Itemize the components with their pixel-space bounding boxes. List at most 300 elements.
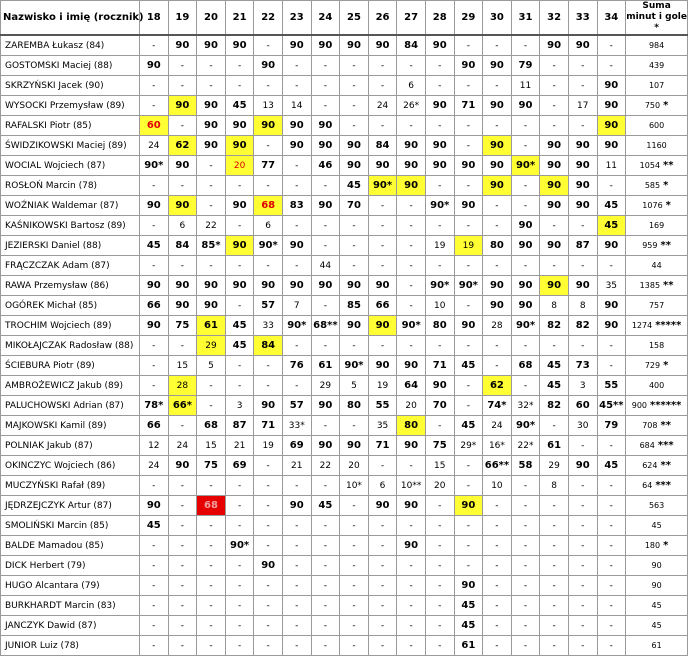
minutes-cell: 90 [282,136,311,156]
minutes-cell: 90 [511,276,540,296]
minutes-cell: - [483,516,512,536]
minutes-cell: - [511,256,540,276]
header-round: 34 [597,1,626,36]
minutes-cell: 16* [483,436,512,456]
minutes-cell: 55 [368,396,397,416]
header-round: 21 [225,1,254,36]
sum-cell [626,196,688,216]
minutes-cell: - [540,76,569,96]
sum-cell [626,116,688,136]
minutes-cell: - [368,536,397,556]
minutes-cell: 78* [140,396,169,416]
minutes-cell: 45 [225,336,254,356]
minutes-cell: - [511,536,540,556]
minutes-cell: - [140,356,169,376]
minutes-cell: - [597,35,626,56]
header-round: 22 [254,1,283,36]
minutes-cell: - [140,556,169,576]
minutes-cell: - [168,636,197,656]
minutes-cell: 71 [454,96,483,116]
table-row [1,96,688,116]
minutes-cell: - [425,536,454,556]
sum-minutes: 563 [648,501,665,510]
minutes-cell: 90* [425,276,454,296]
minutes-cell: - [168,56,197,76]
minutes-cell: - [311,576,340,596]
minutes-cell: 90 [140,496,169,516]
minutes-cell: 35 [597,276,626,296]
minutes-cell: 68 [197,496,226,516]
minutes-cell: - [254,136,283,156]
minutes-cell: - [225,356,254,376]
minutes-cell: 90 [397,136,426,156]
minutes-cell: 90 [368,35,397,56]
minutes-cell: - [282,516,311,536]
minutes-cell: 90 [254,56,283,76]
sum-cell [626,236,688,256]
minutes-cell: 29 [197,336,226,356]
minutes-cell: - [225,556,254,576]
minutes-cell: 90 [197,35,226,56]
minutes-cell: 45 [140,516,169,536]
minutes-cell: - [568,216,597,236]
goal-stars: * [663,540,669,551]
minutes-cell: - [168,336,197,356]
minutes-cell: 90 [597,236,626,256]
header-round: 31 [511,1,540,36]
minutes-cell: - [511,616,540,636]
minutes-cell: - [425,256,454,276]
sum-minutes: 684 [639,441,655,450]
minutes-cell: - [454,216,483,236]
sum-minutes: 1054 [639,161,661,170]
minutes-cell: 90 [454,316,483,336]
sum-cell [626,96,688,116]
player-name: OKINCZYC Wojciech (86) [1,456,140,476]
minutes-cell: 69 [282,436,311,456]
minutes-cell: - [168,76,197,96]
minutes-cell: - [197,256,226,276]
minutes-cell: 90 [540,276,569,296]
minutes-cell: - [311,216,340,236]
minutes-cell: - [568,336,597,356]
sum-cell [626,496,688,516]
minutes-cell: - [568,636,597,656]
goal-stars: * [663,100,669,111]
minutes-cell: - [483,336,512,356]
minutes-cell: 90 [597,136,626,156]
sum-cell [626,276,688,296]
sum-cell [626,336,688,356]
minutes-cell: 22 [311,456,340,476]
minutes-cell: 80 [397,416,426,436]
minutes-cell: 90 [483,136,512,156]
minutes-cell: 90 [568,156,597,176]
minutes-cell: - [540,116,569,136]
minutes-cell: 24 [140,456,169,476]
minutes-cell: - [197,516,226,536]
minutes-cell: - [197,76,226,96]
minutes-cell: 90 [483,96,512,116]
minutes-cell: 60 [140,116,169,136]
minutes-cell: 76 [282,356,311,376]
sum-minutes: 750 [644,101,661,110]
player-name: RAWA Przemysław (86) [1,276,140,296]
minutes-cell: 7 [282,296,311,316]
table-row [1,35,688,56]
sum-minutes: 64 [642,481,653,490]
minutes-cell: - [540,636,569,656]
minutes-cell: 90 [540,136,569,156]
minutes-cell: - [197,176,226,196]
sum-minutes: 708 [642,421,658,430]
minutes-cell: 87 [568,236,597,256]
minutes-cell: - [483,496,512,516]
minutes-cell: - [397,516,426,536]
minutes-cell: - [454,116,483,136]
player-name: HUGO Alcantara (79) [1,576,140,596]
minutes-cell: 60 [568,396,597,416]
minutes-cell: - [168,616,197,636]
minutes-cell: - [311,96,340,116]
minutes-cell: 90 [168,156,197,176]
minutes-cell: - [282,256,311,276]
table-row [1,376,688,396]
minutes-cell: - [225,636,254,656]
minutes-cell: - [311,636,340,656]
minutes-cell: 90 [168,296,197,316]
player-name: JUNIOR Luiz (78) [1,636,140,656]
player-name: GOSTOMSKI Maciej (88) [1,56,140,76]
minutes-cell: 79 [511,56,540,76]
minutes-cell: - [254,176,283,196]
minutes-cell: 29 [540,456,569,476]
minutes-cell: - [140,596,169,616]
sum-minutes: 439 [648,61,665,70]
minutes-cell: 90 [225,35,254,56]
minutes-cell: - [197,376,226,396]
minutes-cell: - [311,596,340,616]
header-row [1,1,688,36]
player-name: TROCHIM Wojciech (89) [1,316,140,336]
minutes-cell: - [140,76,169,96]
sum-cell [626,636,688,656]
minutes-cell: 90 [168,35,197,56]
sum-cell [626,616,688,636]
minutes-cell: 75 [197,456,226,476]
minutes-cell: - [254,496,283,516]
sum-minutes: 90 [651,561,662,570]
minutes-cell: 10 [483,476,512,496]
minutes-cell: - [597,556,626,576]
table-row [1,616,688,636]
sum-cell [626,156,688,176]
minutes-cell: - [425,516,454,536]
minutes-cell: - [483,196,512,216]
sum-cell [626,396,688,416]
table-row [1,336,688,356]
goal-stars: ****** [650,400,682,411]
minutes-cell: 90 [340,35,369,56]
sum-minutes: 90 [651,581,662,590]
minutes-cell: 90* [511,416,540,436]
minutes-cell: - [282,176,311,196]
minutes-cell: 90 [168,276,197,296]
minutes-cell: - [454,396,483,416]
minutes-cell: 33 [254,316,283,336]
minutes-cell: 6 [397,76,426,96]
minutes-cell: - [597,616,626,636]
player-name: ROSŁOŃ Marcin (78) [1,176,140,196]
minutes-cell: 80 [425,316,454,336]
minutes-cell: - [454,476,483,496]
minutes-cell: - [540,496,569,516]
minutes-cell: - [454,336,483,356]
minutes-cell: - [282,56,311,76]
minutes-cell: - [168,176,197,196]
sum-cell [626,596,688,616]
player-name: JANCZYK Dawid (87) [1,616,140,636]
minutes-cell: 70 [340,196,369,216]
minutes-cell: - [140,576,169,596]
minutes-cell: - [340,596,369,616]
header-round: 27 [397,1,426,36]
table-row [1,296,688,316]
minutes-cell: 3 [225,396,254,416]
minutes-cell: 90* [511,316,540,336]
minutes-cell: 90 [454,496,483,516]
goal-stars: ** [663,160,674,171]
minutes-cell: 26* [397,96,426,116]
minutes-cell: 85* [197,236,226,256]
minutes-cell: - [397,216,426,236]
goal-stars: * [663,360,669,371]
minutes-cell: - [225,216,254,236]
table-row [1,316,688,336]
minutes-cell: - [197,576,226,596]
goal-stars: * [663,180,669,191]
minutes-cell: - [597,356,626,376]
goal-stars: ** [660,240,671,251]
minutes-cell: - [311,616,340,636]
minutes-cell: 55 [597,376,626,396]
minutes-cell: - [311,536,340,556]
minutes-cell: - [540,256,569,276]
minutes-cell: 66 [140,296,169,316]
minutes-cell: 10* [340,476,369,496]
minutes-cell: 45 [340,176,369,196]
sum-cell [626,76,688,96]
player-name: RAFALSKI Piotr (85) [1,116,140,136]
minutes-cell: 90 [368,156,397,176]
player-name: KAŚNIKOWSKI Bartosz (89) [1,216,140,236]
player-name: PALUCHOWSKI Adrian (87) [1,396,140,416]
minutes-cell: 45 [454,416,483,436]
minutes-cell: 90 [483,296,512,316]
minutes-cell: 90 [311,35,340,56]
minutes-cell: 90 [225,236,254,256]
minutes-cell: - [483,596,512,616]
minutes-cell: 19 [425,236,454,256]
minutes-cell: - [511,35,540,56]
minutes-cell: - [425,176,454,196]
minutes-cell: - [225,476,254,496]
minutes-cell: - [140,96,169,116]
minutes-cell: 90 [368,276,397,296]
minutes-cell: - [254,256,283,276]
minutes-cell: 90 [140,276,169,296]
sum-cell [626,296,688,316]
minutes-cell: - [168,516,197,536]
minutes-cell: 13 [254,96,283,116]
minutes-cell: - [425,576,454,596]
player-name: WOCIAL Wojciech (87) [1,156,140,176]
sum-cell [626,256,688,276]
minutes-cell: - [225,596,254,616]
minutes-cell: 11 [597,156,626,176]
minutes-cell: - [597,636,626,656]
minutes-cell: - [225,56,254,76]
minutes-cell: - [311,336,340,356]
minutes-cell: 90* [511,156,540,176]
minutes-cell: 45 [311,496,340,516]
minutes-cell: - [483,256,512,276]
minutes-cell: 29* [454,436,483,456]
minutes-cell: 90 [140,316,169,336]
minutes-cell: - [511,136,540,156]
minutes-cell: 68** [311,316,340,336]
minutes-cell: - [425,76,454,96]
minutes-cell: - [597,516,626,536]
minutes-cell: - [225,496,254,516]
minutes-cell: 45 [454,616,483,636]
minutes-cell: - [225,516,254,536]
minutes-cell: - [425,56,454,76]
table-row [1,556,688,576]
header-round: 18 [140,1,169,36]
table-row [1,536,688,556]
minutes-cell: - [540,576,569,596]
minutes-cell: 84 [168,236,197,256]
minutes-cell: - [397,616,426,636]
sum-cell [626,376,688,396]
sum-cell [626,436,688,456]
minutes-cell: - [397,196,426,216]
minutes-cell: - [282,76,311,96]
sum-minutes: 169 [648,221,665,230]
minutes-cell: - [140,616,169,636]
minutes-cell: 74* [483,396,512,416]
sum-minutes: 600 [648,121,665,130]
sum-minutes: 959 [642,241,658,250]
sum-cell [626,456,688,476]
minutes-cell: - [282,556,311,576]
minutes-cell: 68 [254,196,283,216]
minutes-cell: - [254,476,283,496]
minutes-cell: 19 [368,376,397,396]
player-name: AMBROŻEWICZ Jakub (89) [1,376,140,396]
minutes-cell: - [511,476,540,496]
minutes-cell: - [540,56,569,76]
minutes-cell: - [597,256,626,276]
minutes-cell: 90 [397,176,426,196]
minutes-cell: - [397,456,426,476]
minutes-cell: - [140,636,169,656]
minutes-cell: 62 [483,376,512,396]
table-row [1,496,688,516]
table-row [1,436,688,456]
minutes-cell: - [340,496,369,516]
minutes-cell: 82 [540,396,569,416]
minutes-cell: - [454,136,483,156]
minutes-cell: 45 [454,596,483,616]
header-round: 19 [168,1,197,36]
minutes-cell: - [597,496,626,516]
minutes-cell: - [282,476,311,496]
minutes-cell: - [454,536,483,556]
minutes-cell: 90 [282,35,311,56]
minutes-cell: 90 [225,136,254,156]
minutes-cell: 21 [282,456,311,476]
minutes-cell: - [197,556,226,576]
minutes-cell: 90* [368,176,397,196]
minutes-cell: 90 [425,96,454,116]
minutes-cell: 71 [368,436,397,456]
sum-minutes: 900 [631,401,648,410]
minutes-cell: 71 [425,356,454,376]
minutes-cell: 90 [597,76,626,96]
minutes-cell: - [311,476,340,496]
minutes-cell: - [483,536,512,556]
minutes-cell: 20 [425,476,454,496]
minutes-cell: 21 [225,436,254,456]
minutes-cell: - [540,616,569,636]
minutes-cell: 62 [168,136,197,156]
minutes-cell: - [540,96,569,116]
minutes-cell: - [511,596,540,616]
sum-minutes: 107 [648,81,665,90]
sum-minutes: 1076 [642,201,663,210]
minutes-cell: 90* [425,196,454,216]
table-row [1,76,688,96]
minutes-cell: - [597,176,626,196]
table-body [1,35,688,656]
player-name: JĘDRZEJCZYK Artur (87) [1,496,140,516]
minutes-cell: 10 [425,296,454,316]
minutes-cell: 87 [225,416,254,436]
minutes-cell: 24 [368,96,397,116]
minutes-cell: 90 [568,176,597,196]
minutes-cell: - [397,336,426,356]
minutes-cell: 61 [540,436,569,456]
minutes-cell: 90 [168,456,197,476]
minutes-cell: - [568,56,597,76]
minutes-cell: - [340,76,369,96]
minutes-cell: - [483,356,512,376]
minutes-cell: 80 [483,236,512,256]
minutes-cell: - [568,76,597,96]
minutes-cell: - [454,76,483,96]
minutes-cell: 90 [597,116,626,136]
minutes-cell: - [368,596,397,616]
minutes-cell: - [454,296,483,316]
minutes-cell: - [597,576,626,596]
minutes-cell: - [425,616,454,636]
minutes-cell: 45 [454,356,483,376]
minutes-cell: - [254,456,283,476]
minutes-cell: 90 [454,56,483,76]
minutes-cell: - [597,336,626,356]
